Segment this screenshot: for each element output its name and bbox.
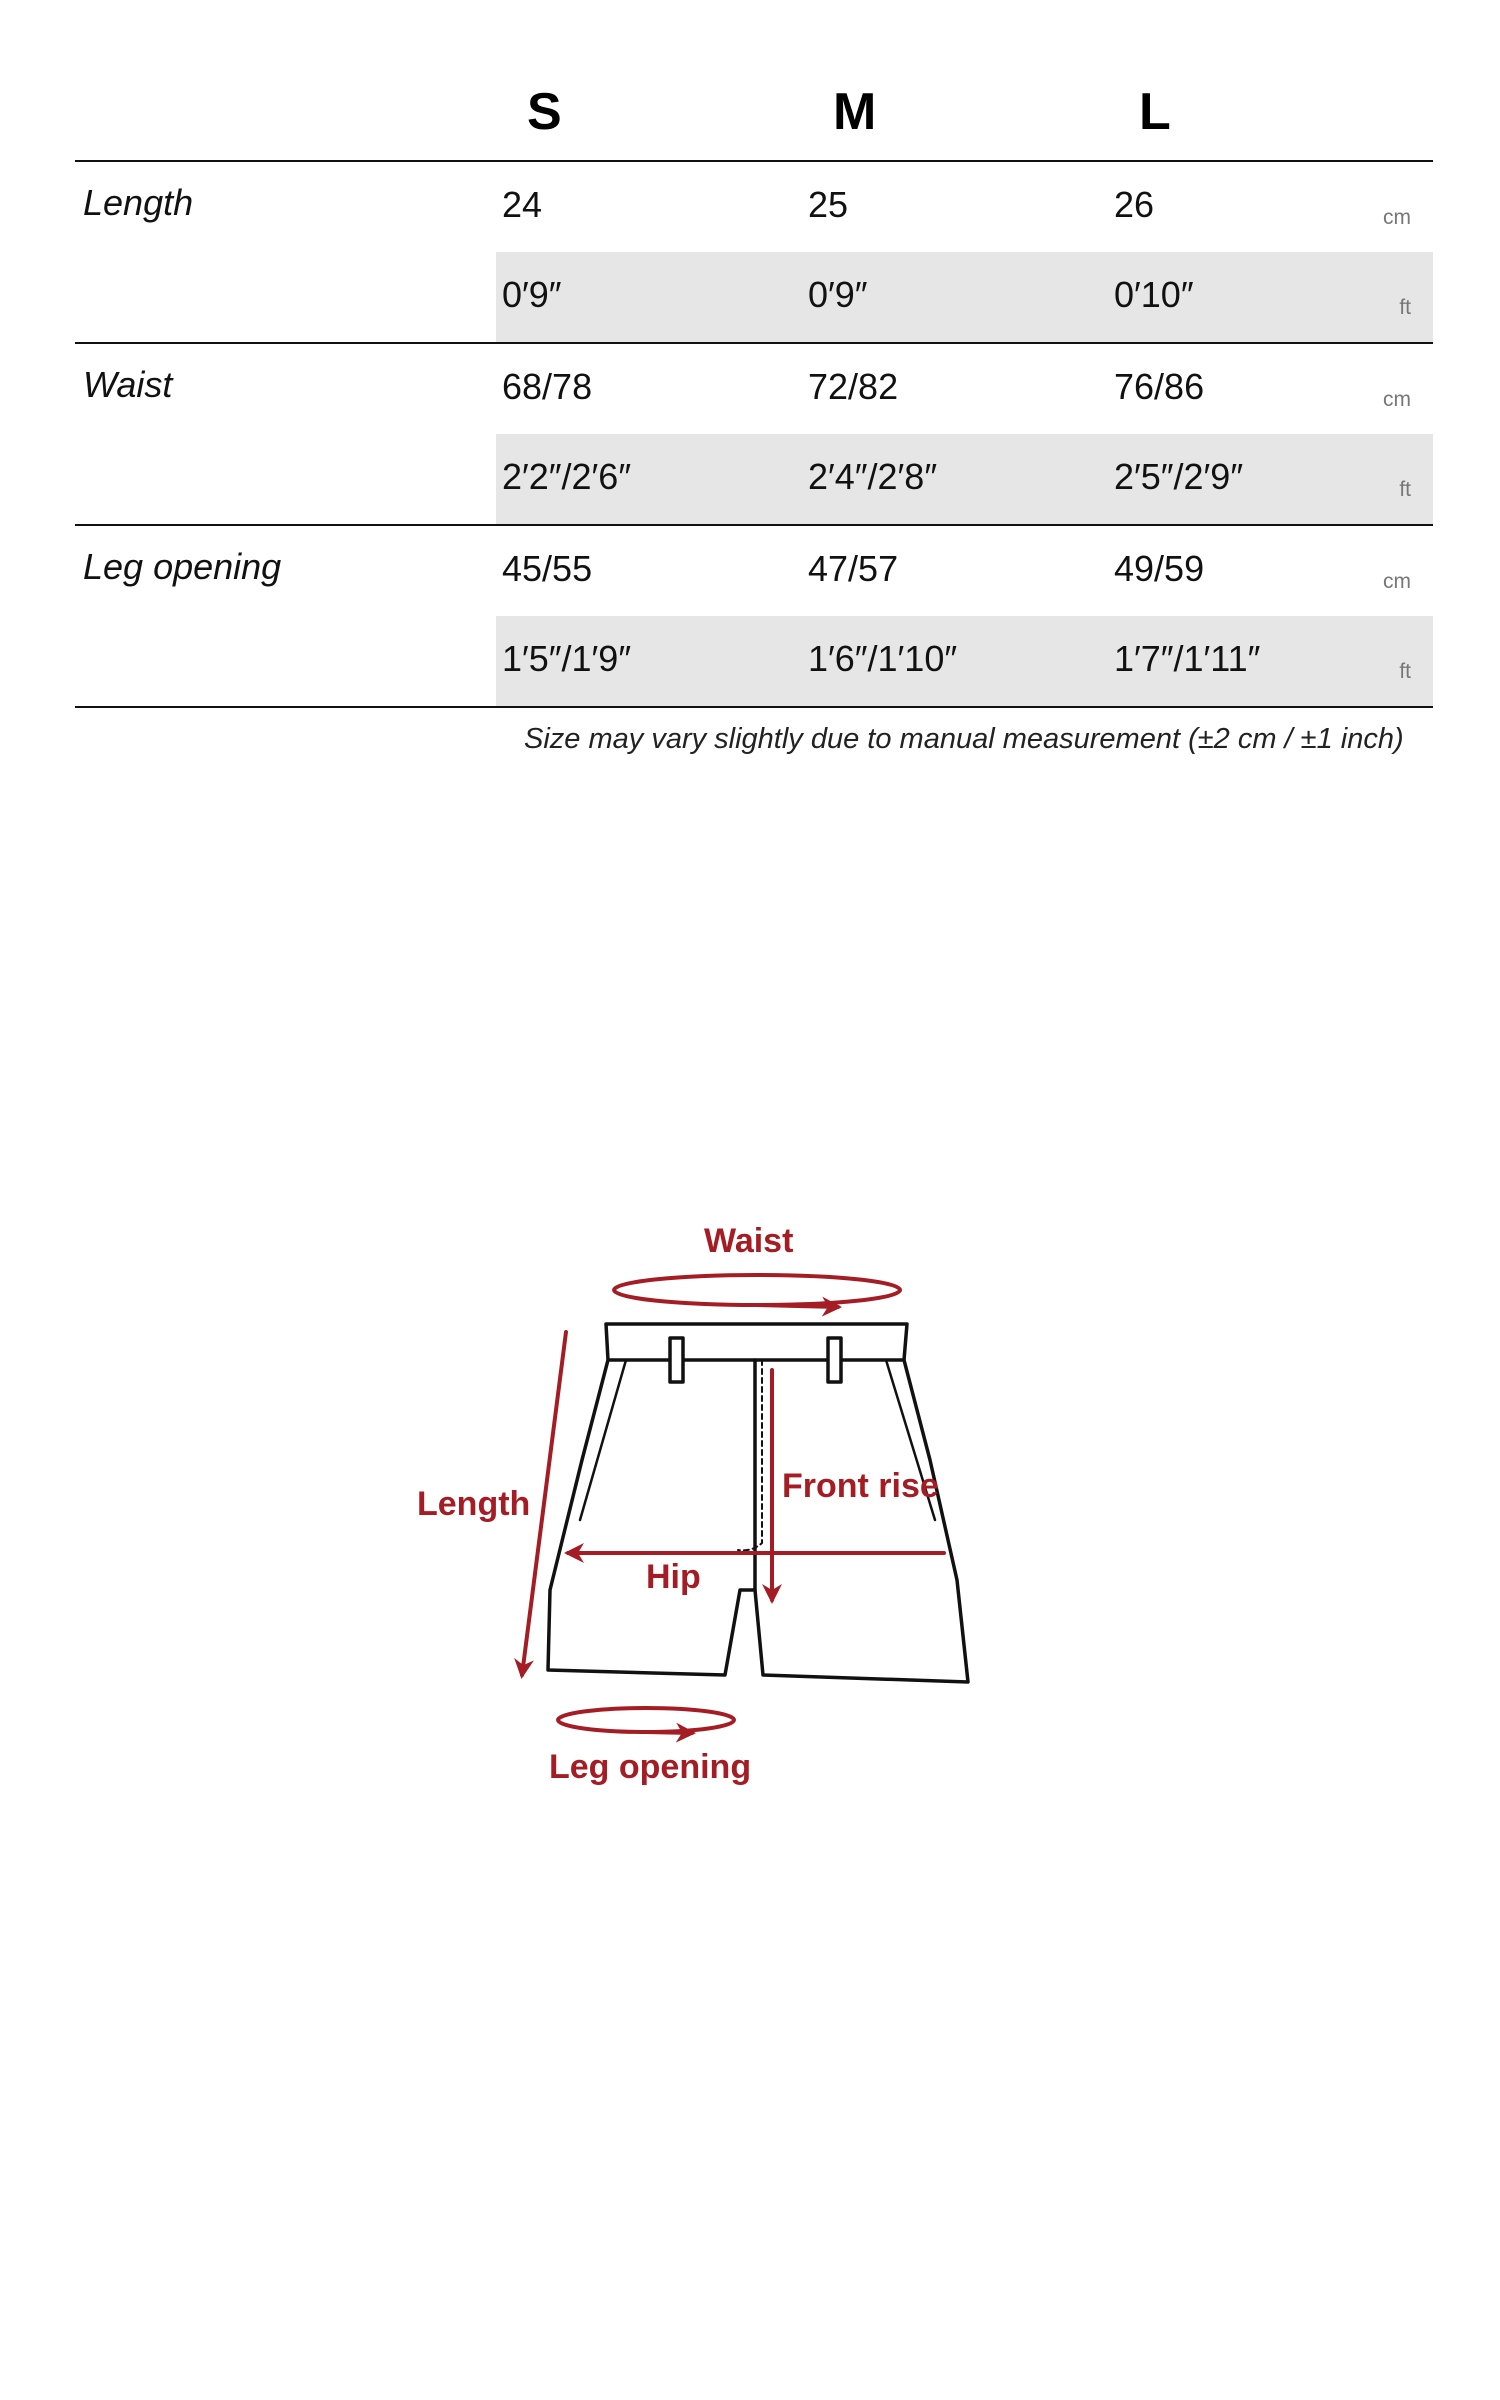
measurement-group-leg-opening (75, 526, 1433, 708)
waist-ellipse (614, 1275, 900, 1305)
value-cell: 49/59 (1114, 548, 1205, 589)
size-header-m: M (833, 83, 877, 141)
unit-label-cm: cm (1383, 388, 1411, 411)
unit-label-ft: ft (1399, 296, 1411, 319)
value-cell: 2′5″/2′9″ (1114, 456, 1244, 497)
value-cell: 72/82 (808, 366, 899, 407)
front-rise-label: Front rise (782, 1467, 939, 1505)
length-label: Length (417, 1485, 531, 1523)
value-cell: 0′9″ (808, 274, 868, 315)
value-cell: 2′4″/2′8″ (808, 456, 938, 497)
cm-row (496, 162, 1433, 254)
leg-opening-ellipse (558, 1708, 734, 1732)
measurement-label: Length (83, 182, 194, 223)
ft-row (496, 616, 1433, 706)
cm-row (496, 344, 1433, 436)
cm-row (496, 526, 1433, 618)
size-header-l: L (1139, 83, 1171, 141)
value-cell: 2′2″/2′6″ (502, 456, 632, 497)
unit-label-ft: ft (1399, 660, 1411, 683)
measurement-group-length (75, 162, 1433, 344)
value-cell: 47/57 (808, 548, 899, 589)
measurement-group-waist (75, 344, 1433, 526)
measurement-diagram (0, 1180, 1500, 1830)
value-cell: 0′9″ (502, 274, 562, 315)
value-cell: 1′7″/1′11″ (1114, 638, 1261, 679)
waist-label: Waist (704, 1222, 794, 1260)
shorts-illustration (0, 1180, 1500, 1830)
leg-opening-label: Leg opening (549, 1748, 752, 1786)
measurement-note: Size may vary slightly due to manual measurement (±2 cm / ±1 inch) (524, 723, 1404, 755)
value-cell: 1′5″/1′9″ (502, 638, 632, 679)
value-cell: 68/78 (502, 366, 593, 407)
value-cell: 0′10″ (1114, 274, 1194, 315)
leg-opening-arrow (646, 1732, 692, 1733)
ft-row (496, 434, 1433, 524)
waist-arrow (757, 1305, 838, 1307)
value-cell: 25 (808, 184, 849, 225)
unit-label-ft: ft (1399, 478, 1411, 501)
value-cell: 1′6″/1′10″ (808, 638, 958, 679)
measurement-label: Waist (83, 364, 173, 405)
hip-label: Hip (646, 1558, 701, 1596)
value-cell: 45/55 (502, 548, 593, 589)
unit-label-cm: cm (1383, 206, 1411, 229)
ft-row (496, 252, 1433, 342)
size-chart-table (75, 60, 1433, 708)
unit-label-cm: cm (1383, 570, 1411, 593)
size-header-s: S (527, 83, 562, 141)
value-cell: 24 (502, 184, 543, 225)
value-cell: 26 (1114, 184, 1155, 225)
size-header-row (75, 60, 1433, 162)
value-cell: 76/86 (1114, 366, 1205, 407)
measurement-label: Leg opening (83, 546, 282, 587)
